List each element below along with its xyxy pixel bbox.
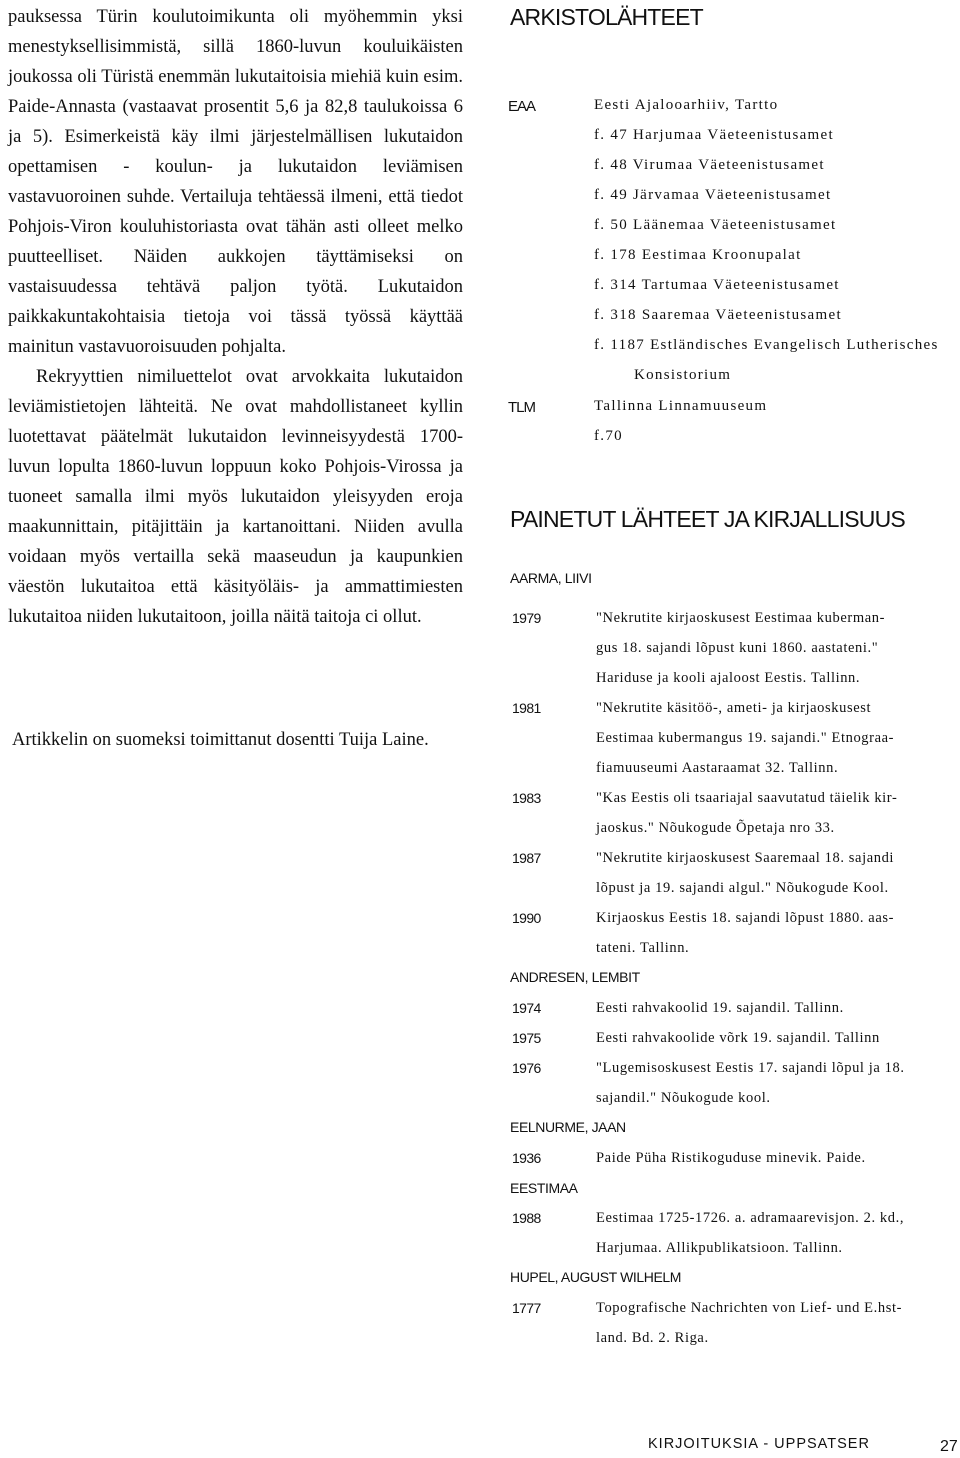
archive-fond-item: f. 178 Eestimaa Kroonupalat <box>594 247 802 263</box>
archive-fond-item: f. 1187 Estländisches Evangelisch Lutherisches <box>594 337 939 353</box>
entry-year: 1777 <box>512 1300 541 1316</box>
archive-fond-item: f. 49 Järvamaa Väeteenistusamet <box>594 187 832 203</box>
author-heading: ANDRESEN, LEMBIT <box>510 969 640 985</box>
printed-sources-heading: PAINETUT LÄHTEET JA KIRJALLISUUS <box>510 506 905 532</box>
entry-year: 1976 <box>512 1060 541 1076</box>
archive-key-eaa: EAA <box>508 98 536 115</box>
bibliography-entry: "Lugemisoskusest Eestis 17. sajandi lõpul ja 18. sajandil." Nõukogude kool. <box>596 1060 905 1106</box>
entry-year: 1975 <box>512 1030 541 1046</box>
bibliography-entry: Eesti rahvakoolid 19. sajandil. Tallinn. <box>596 1000 844 1016</box>
archive-fond-item-continued: Konsistorium <box>634 367 732 383</box>
entry-year: 1988 <box>512 1210 541 1226</box>
page-number: 27 <box>940 1438 958 1455</box>
archive-fond-item: f. 314 Tartumaa Väeteenistusamet <box>594 277 840 293</box>
bibliography-entry: Paide Püha Ristikoguduse minevik. Paide. <box>596 1150 866 1166</box>
bibliography-entry: Kirjaoskus Eestis 18. sajandi lõpust 1880. aas- tateni. Tallinn. <box>596 910 895 956</box>
archive-fond-item: f. 47 Harjumaa Väeteenistusamet <box>594 127 834 143</box>
author-heading: EESTIMAA <box>510 1180 578 1196</box>
paragraph-2: Rekryyttien nimiluettelot ovat arvokkaita lukutaidon leviämistietojen lähteitä. Ne ovat mahdollistaneet kyllin luotettavat päätelmät lukutaidon levinneisyydestä 1700-luvun lopulta 1860-luvun loppuun koko Pohjois-Virossa ja tuoneet samalla ilmi myös lukutaidon yleisyyden eroja maakunnittain, pitäjittäin ja kartanoittani. Niiden avulla voidaan myös vertailla sekä maaseudun ja kaupunkien väestön lukutaitoa että käsityöläis- ja ammattimiesten lukutaitoa niiden lukutaitoon, joilla näitä taitoja ci ollut. <box>8 367 463 627</box>
entry-year: 1990 <box>512 910 541 926</box>
bibliography-entry: Eesti rahvakoolide võrk 19. sajandil. Tallinn <box>596 1030 880 1046</box>
archive-fond-item: f. 48 Virumaa Väeteenistusamet <box>594 157 825 173</box>
entry-year: 1979 <box>512 610 541 626</box>
entry-year: 1981 <box>512 700 541 716</box>
body-text-column <box>8 2 463 755</box>
entry-year: 1974 <box>512 1000 541 1016</box>
entry-year: 1983 <box>512 790 541 806</box>
entry-year: 1987 <box>512 850 541 866</box>
bibliography-entry: "Nekrutite kirjaoskusest Eestimaa kuberman- gus 18. sajandi lõpust kuni 1860. aastateni." Hariduse ja kooli ajaloost Eestis. Tallinn. <box>596 610 886 686</box>
editor-note: Artikkelin on suomeksi toimittanut dosentti Tuija Laine. <box>12 730 429 750</box>
archive-fond-item: f. 50 Läänemaa Väeteenistusamet <box>594 217 837 233</box>
bibliography-entry: "Nekrutite käsitöö-, ameti- ja kirjaoskusest Eestimaa kubermangus 19. sajandi." Etnograa- fiamuuseumi Aastaraamat 32. Tallinn. <box>596 700 895 776</box>
running-footer: KIRJOITUKSIA - UPPSATSER <box>648 1436 870 1452</box>
archive-fond-item: f. 318 Saaremaa Väeteenistusamet <box>594 307 842 323</box>
bibliography-entry: "Kas Eestis oli tsaariajal saavutatud täielik kir- jaoskus." Nõukogude Õpetaja nro 33. <box>596 790 898 836</box>
author-heading: EELNURME, JAAN <box>510 1119 626 1135</box>
author-heading: HUPEL, AUGUST WILHELM <box>510 1269 682 1285</box>
archive-sources-heading: ARKISTOLÄHTEET <box>510 4 703 30</box>
paragraph-1: pauksessa Türin koulutoimikunta oli myöhemmin yksi menestyksellisimmistä, sillä 1860-luvun kouluikäisten joukossa oli Türistä enemmän lukutaitoisia miehiä kuin esim. Paide-Annasta (vastaavat prosentit 5,6 ja 82,8 taulukoissa 6 ja 5). Esimerkeistä käy ilmi järjestelmällisen lukutaidon opettamisen - koulun- ja lukutaidon leviämisen vastavuoroinen suhde. Vertailuja tehtäessä ilmeni, että tiedot Pohjois-Viron kouluhistoriasta ovat tähän asti olleet melko puutteelliset. Näiden aukkojen täyttämiseksi on vastaisuudessa tehtävä paljon työtä. Lukutaidon paikkakuntakohtaisia tietoja voi tässä työssä käyttää mainitun vastavuoroisuuden pohjalta. <box>8 7 463 357</box>
bibliography-entry: Topografische Nachrichten von Lief- und E.hst- land. Bd. 2. Riga. <box>596 1300 903 1346</box>
entry-year: 1936 <box>512 1150 541 1166</box>
author-heading: AARMA, LIIVI <box>510 570 592 586</box>
archive-name-tlm: Tallinna Linnamuuseum <box>594 398 768 414</box>
bibliography-entry: "Nekrutite kirjaoskusest Saaremaal 18. sajandi lõpust ja 19. sajandi algul." Nõukogude Kool. <box>596 850 895 896</box>
archive-key-tlm: TLM <box>508 399 535 416</box>
bibliography-entry: Eestimaa 1725-1726. a. adramaarevisjon. 2. kd., Harjumaa. Allikpublikatsioon. Tallinn. <box>596 1210 905 1256</box>
archive-fond-item: f.70 <box>594 428 623 444</box>
archive-name-eaa: Eesti Ajalooarhiiv, Tartto <box>594 97 779 113</box>
